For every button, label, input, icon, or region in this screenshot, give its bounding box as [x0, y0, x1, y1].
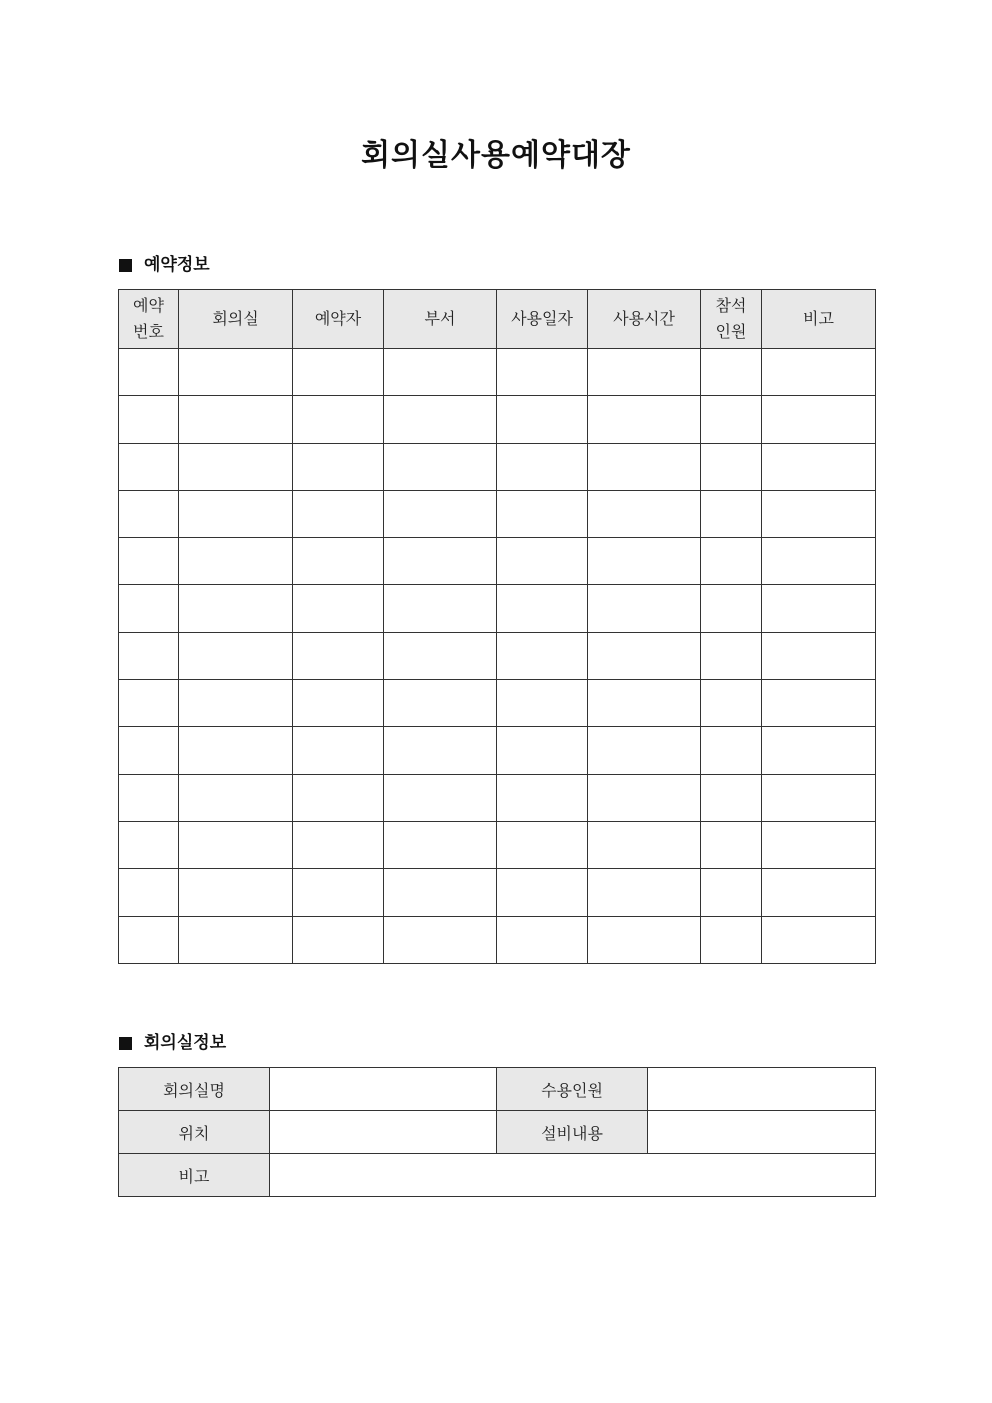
reservation-cell[interactable] — [293, 916, 384, 963]
reservation-cell[interactable] — [119, 490, 179, 537]
reservation-cell[interactable] — [762, 632, 876, 679]
reservation-cell[interactable] — [497, 869, 588, 916]
reservation-row — [119, 396, 876, 443]
reservation-cell[interactable] — [588, 349, 701, 396]
reservation-cell[interactable] — [701, 349, 762, 396]
header-line: 예약 — [133, 296, 164, 315]
reservation-cell[interactable] — [762, 821, 876, 868]
reservation-cell[interactable] — [497, 916, 588, 963]
reservation-cell[interactable] — [384, 490, 497, 537]
reservation-cell[interactable] — [293, 727, 384, 774]
reservation-cell[interactable] — [762, 774, 876, 821]
reservation-cell[interactable] — [179, 680, 293, 727]
reservation-cell[interactable] — [384, 443, 497, 490]
reservation-cell[interactable] — [497, 349, 588, 396]
reservation-cell[interactable] — [497, 538, 588, 585]
reservation-cell[interactable] — [762, 349, 876, 396]
reservation-cell[interactable] — [384, 916, 497, 963]
reservation-cell[interactable] — [384, 774, 497, 821]
reservation-cell[interactable] — [588, 821, 701, 868]
reservation-heading-text: 예약정보 — [144, 255, 210, 275]
reservation-cell[interactable] — [762, 869, 876, 916]
header-use-time: 사용시간 — [588, 290, 701, 349]
reservation-cell[interactable] — [588, 585, 701, 632]
reservation-cell[interactable] — [119, 916, 179, 963]
square-bullet-icon — [119, 1037, 132, 1050]
reservation-row — [119, 916, 876, 963]
reservation-cell[interactable] — [119, 443, 179, 490]
reservation-cell[interactable] — [119, 774, 179, 821]
reservation-cell[interactable] — [497, 727, 588, 774]
room-info-row — [119, 1111, 876, 1154]
room-section-heading — [119, 1031, 226, 1055]
reservation-cell[interactable] — [762, 916, 876, 963]
reservation-cell[interactable] — [179, 727, 293, 774]
reservation-cell[interactable] — [701, 538, 762, 585]
room-info-row — [119, 1154, 876, 1197]
reservation-row — [119, 538, 876, 585]
reservation-cell[interactable] — [293, 349, 384, 396]
reservation-cell[interactable] — [179, 821, 293, 868]
reservation-cell[interactable] — [497, 632, 588, 679]
reservation-cell[interactable] — [762, 727, 876, 774]
reservation-cell[interactable] — [293, 585, 384, 632]
reservation-cell[interactable] — [588, 916, 701, 963]
reservation-cell[interactable] — [179, 349, 293, 396]
reservation-cell[interactable] — [384, 396, 497, 443]
reservation-cell[interactable] — [701, 869, 762, 916]
reservation-cell[interactable] — [588, 869, 701, 916]
header-line: 인원 — [715, 322, 747, 341]
reservation-cell[interactable] — [384, 680, 497, 727]
reservation-cell[interactable] — [588, 632, 701, 679]
header-use-date: 사용일자 — [497, 290, 588, 349]
reservation-cell[interactable] — [701, 443, 762, 490]
reservation-cell[interactable] — [588, 727, 701, 774]
reservation-cell[interactable] — [119, 585, 179, 632]
reservation-cell[interactable] — [119, 680, 179, 727]
room-name-cell[interactable] — [270, 1068, 497, 1111]
reservation-cell[interactable] — [701, 632, 762, 679]
reservation-cell[interactable] — [119, 538, 179, 585]
reservation-cell[interactable] — [701, 727, 762, 774]
reservation-cell[interactable] — [762, 396, 876, 443]
reservation-cell[interactable] — [497, 774, 588, 821]
reservation-cell[interactable] — [119, 396, 179, 443]
reservation-cell[interactable] — [588, 490, 701, 537]
reservation-row — [119, 632, 876, 679]
label-location: 위치 — [119, 1111, 270, 1154]
reservation-row — [119, 821, 876, 868]
reservation-cell[interactable] — [179, 916, 293, 963]
reservation-cell[interactable] — [293, 680, 384, 727]
reservation-row — [119, 869, 876, 916]
reservation-cell[interactable] — [384, 585, 497, 632]
reservation-cell[interactable] — [497, 585, 588, 632]
reservation-cell[interactable] — [701, 396, 762, 443]
location-cell[interactable] — [270, 1111, 497, 1154]
remarks-cell[interactable] — [270, 1154, 876, 1197]
reservation-cell[interactable] — [119, 727, 179, 774]
reservation-cell[interactable] — [384, 821, 497, 868]
reservation-body — [119, 349, 876, 964]
reservation-cell[interactable] — [179, 585, 293, 632]
reservation-cell[interactable] — [293, 869, 384, 916]
reservation-cell[interactable] — [497, 396, 588, 443]
reservation-cell[interactable] — [119, 869, 179, 916]
reservation-cell[interactable] — [497, 490, 588, 537]
reservation-cell[interactable] — [497, 443, 588, 490]
reservation-cell[interactable] — [119, 349, 179, 396]
reservation-cell[interactable] — [179, 538, 293, 585]
label-room-name: 회의실명 — [119, 1068, 270, 1111]
document-title: 회의실사용예약대장 — [361, 138, 631, 173]
reservation-cell[interactable] — [588, 538, 701, 585]
reservation-cell[interactable] — [293, 443, 384, 490]
reservation-cell[interactable] — [119, 821, 179, 868]
reservation-cell[interactable] — [179, 396, 293, 443]
reservation-cell[interactable] — [384, 538, 497, 585]
reservation-cell[interactable] — [701, 680, 762, 727]
reservation-cell[interactable] — [179, 869, 293, 916]
room-info-row — [119, 1068, 876, 1111]
reservation-cell[interactable] — [762, 443, 876, 490]
reservation-section-heading — [119, 253, 210, 277]
label-remarks: 비고 — [119, 1154, 270, 1197]
reservation-cell[interactable] — [293, 774, 384, 821]
reservation-cell[interactable] — [293, 632, 384, 679]
reservation-cell[interactable] — [293, 821, 384, 868]
label-equipment: 설비내용 — [497, 1111, 648, 1154]
reservation-table — [118, 289, 876, 964]
capacity-cell[interactable] — [648, 1068, 876, 1111]
reservation-cell[interactable] — [701, 490, 762, 537]
reservation-row — [119, 490, 876, 537]
reservation-cell[interactable] — [588, 396, 701, 443]
equipment-cell[interactable] — [648, 1111, 876, 1154]
header-department: 부서 — [384, 290, 497, 349]
reservation-cell[interactable] — [293, 396, 384, 443]
reservation-cell[interactable] — [588, 680, 701, 727]
reservation-row — [119, 727, 876, 774]
reservation-cell[interactable] — [588, 443, 701, 490]
reservation-cell[interactable] — [179, 443, 293, 490]
header-line: 번호 — [133, 322, 164, 341]
header-remarks: 비고 — [762, 290, 876, 349]
reservation-header-row — [119, 290, 876, 349]
reservation-cell[interactable] — [701, 916, 762, 963]
room-heading-text: 회의실정보 — [144, 1033, 227, 1053]
reservation-cell[interactable] — [384, 349, 497, 396]
reservation-cell[interactable] — [179, 774, 293, 821]
reservation-cell[interactable] — [384, 727, 497, 774]
reservation-cell[interactable] — [497, 821, 588, 868]
header-reserver: 예약자 — [293, 290, 384, 349]
reservation-cell[interactable] — [119, 632, 179, 679]
reservation-cell[interactable] — [384, 869, 497, 916]
header-line: 참석 — [715, 296, 747, 315]
reservation-cell[interactable] — [762, 680, 876, 727]
reservation-cell[interactable] — [701, 821, 762, 868]
reservation-cell[interactable] — [293, 490, 384, 537]
reservation-cell[interactable] — [701, 585, 762, 632]
reservation-row — [119, 443, 876, 490]
reservation-cell[interactable] — [179, 632, 293, 679]
header-reservation-number — [119, 290, 179, 349]
reservation-cell[interactable] — [588, 774, 701, 821]
reservation-row — [119, 349, 876, 396]
square-bullet-icon — [119, 259, 132, 272]
room-info-table — [118, 1067, 876, 1197]
reservation-row — [119, 680, 876, 727]
reservation-cell[interactable] — [497, 680, 588, 727]
reservation-cell[interactable] — [179, 490, 293, 537]
reservation-cell[interactable] — [293, 538, 384, 585]
reservation-cell[interactable] — [762, 538, 876, 585]
label-capacity: 수용인원 — [497, 1068, 648, 1111]
reservation-cell[interactable] — [384, 632, 497, 679]
reservation-cell[interactable] — [701, 774, 762, 821]
reservation-cell[interactable] — [762, 585, 876, 632]
header-attendees — [701, 290, 762, 349]
reservation-cell[interactable] — [762, 490, 876, 537]
reservation-row — [119, 585, 876, 632]
header-meeting-room: 회의실 — [179, 290, 293, 349]
reservation-row — [119, 774, 876, 821]
